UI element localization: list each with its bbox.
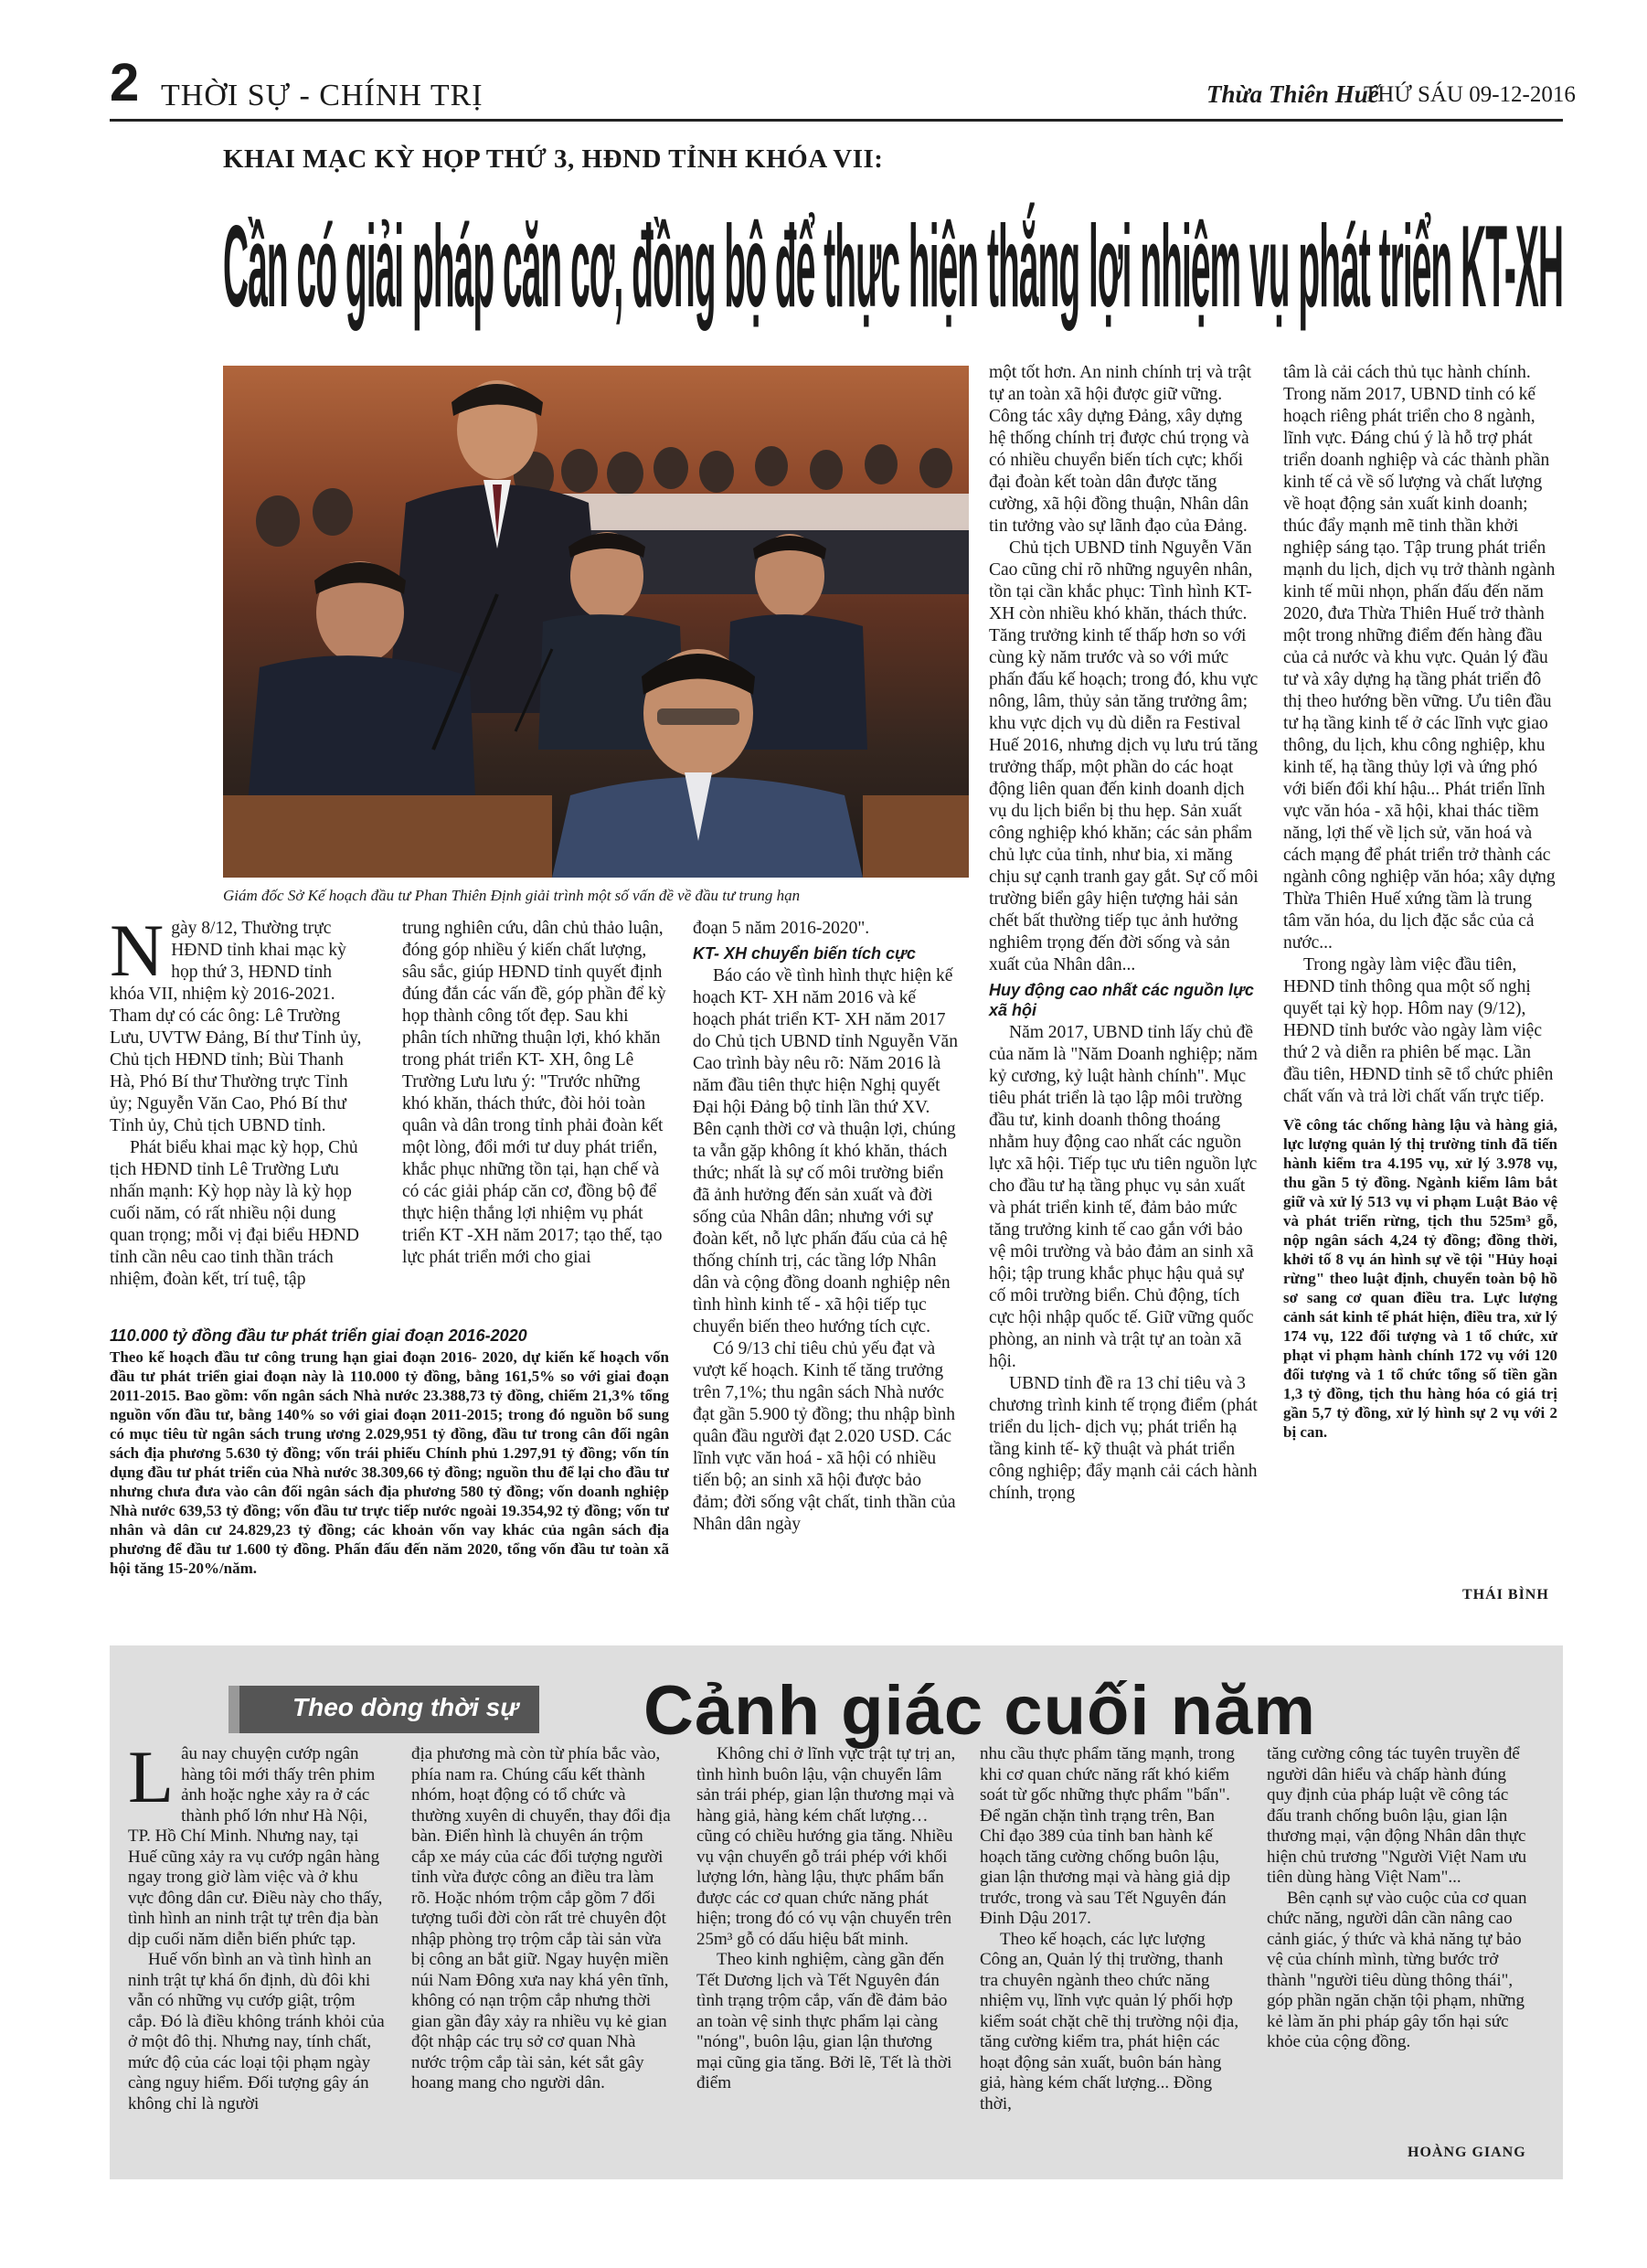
meeting-photo	[223, 366, 969, 878]
paragraph: Có 9/13 chỉ tiêu chủ yếu đạt và vượt kế hoạch. Kinh tế tăng trưởng trên 7,1%; thu ngân sách Nhà nước đạt gần 5.900 tỷ đồng; thu nhập bình quân đầu người đạt 2.020 USD. Các lĩnh vực văn hoá - xã hội có nhiều tiến bộ; an sinh xã hội được bảo đảm; đời sống vật chất, tinh thần của Nhân dân ngày	[693, 1339, 956, 1534]
paragraph: Năm 2017, UBND tỉnh lấy chủ đề của năm là "Năm Doanh nghiệp; năm kỷ cương, kỷ luật hành chính". Mục tiêu phát triển là tạo lập môi trường đầu tư, kinh doanh thông thoáng nhằm huy động cao nhất các nguồn lực xã hội. Tiếp tục ưu tiên nguồn lực cho đầu tư hạ tầng phục vụ sản xuất và phát triển kinh tế, đảm bảo mức tăng trưởng kinh tế cao gắn với bảo vệ môi trường và bảo đảm an sinh xã hội; tập trung khắc phục hậu quả sự cố môi trường biển. Chủ động, tích cực hội nhập quốc tế. Giữ vững quốc phòng, an ninh và trật tự an toàn xã hội.	[989, 1023, 1258, 1371]
paragraph: Trong ngày làm việc đầu tiên, HĐND tỉnh thông qua một số nghị quyết tại kỳ họp. Hôm nay (9/12), HĐND tỉnh bước vào ngày làm việc thứ 2 và diễn ra phiên bế mạc. Lần đầu tiên, HĐND tỉnh sẽ tổ chức phiên chất vấn và trả lời chất vấn trực tiếp.	[1283, 955, 1554, 1106]
box-title: 110.000 tỷ đồng đầu tư phát triển giai đoạn 2016-2020	[110, 1326, 527, 1345]
paragraph: nhu cầu thực phẩm tăng mạnh, trong khi cơ quan chức năng rất khó kiểm soát từ gốc những thực phẩm "bẩn". Để ngăn chặn tình trạng trên, Ban Chỉ đạo 389 của tỉnh ban hành kế hoạch tăng cường chống buôn lậu, gian lận thương mại và hàng giả dịp trước, trong và sau Tết Nguyên đán Đinh Dậu 2017.	[980, 1744, 1235, 1928]
photo-caption: Giám đốc Sở Kế hoạch đầu tư Phan Thiên Định giải trình một số vấn đề về đầu tư trung hạn	[223, 887, 801, 904]
paragraph: Huế vốn bình an và tình hình an ninh trật tự khá ổn định, dù đôi khi vẫn có những vụ cướp giật, trộm cắp. Đó là điều không tránh khỏi của ở một đô thị. Nhưng nay, tính chất, mức độ của các loại tội phạm ngày càng nguy hiểm. Đối tượng gây án không chỉ là người	[128, 1950, 385, 2114]
issue-date: THỨ SÁU 09-12-2016	[1364, 82, 1576, 107]
paragraph: Không chỉ ở lĩnh vực trật tự trị an, tình hình buôn lậu, vận chuyển lâm sản trái phép, gian lận thương mại và hàng giả, hàng kém chất lượng… cũng có chiều hướng gia tăng. Nhiều vụ vận chuyển gỗ trái phép với khối lượng lớn, hàng lậu, thực phẩm bẩn được các cơ quan chức năng phát hiện; trong đó có vụ vận chuyển trên 25m³ gỗ có dấu hiệu bất minh.	[696, 1744, 956, 1949]
column-tag-label: Theo dòng thời sự	[292, 1693, 519, 1721]
article-column-5	[1283, 362, 1557, 1442]
paragraph: Phát biểu khai mạc kỳ họp, Chủ tịch HĐND tỉnh Lê Trường Lưu nhấn mạnh: Kỳ họp này là kỳ họp cuối năm, có rất nhiều nội dung quan trọng; mỗi vị đại biểu HĐND tỉnh cần nêu cao tinh thần trách nhiệm, đoàn kết, trí tuệ, tập	[110, 1138, 359, 1289]
article-column-3	[693, 918, 958, 1536]
article-headline: Cần có giải pháp căn cơ, đồng bộ để thực hiện thắng lợi nhiệm vụ phát triển KT-XH	[223, 202, 1564, 332]
paragraph: tâm là cải cách thủ tục hành chính. Trong năm 2017, UBND tỉnh có kế hoạch riêng phát triển cho 8 ngành, lĩnh vực. Đáng chú ý là hỗ trợ phát triển doanh nghiệp và các thành phần kinh tế cả về số lượng và chất lượng về hoạt động sản xuất kinh doanh; thúc đẩy mạnh mẽ tinh thần khởi nghiệp sáng tạo. Tập trung phát triển mạnh du lịch, dịch vụ trở thành ngành kinh tế mũi nhọn, phấn đấu đến năm 2020, đưa Thừa Thiên Huế trở thành một trong những điểm đến hàng đầu của cả nước và khu vực. Quản lý đầu tư và xây dựng hạ tầng phát triển đô thị theo hướng bền vững. Ưu tiên đầu tư hạ tầng kinh tế ở các lĩnh vực giao thông, du lịch, khu công nghiệp, khu kinh tế, hạ tầng thủy lợi và ứng phó với biến đổi khí hậu... Phát triển lĩnh vực văn hóa - xã hội, khai thác tiềm năng, lợi thế về lịch sử, văn hoá và cách mạng để phát triển trở thành các ngành công nghiệp văn hóa; xây dựng Thừa Thiên Huế xứng tầm là trung tâm văn hóa, du lịch đặc sắc của cả nước...	[1283, 363, 1556, 953]
byline: HOÀNG GIANG	[1408, 2145, 1526, 2160]
paragraph: Theo kinh nghiệm, càng gần đến Tết Dương lịch và Tết Nguyên đán tình trạng trộm cắp, vấn đề đảm bảo an toàn vệ sinh thực phẩm lại càng "nóng", buôn lậu, gian lận thương mại cũng gia tăng. Bởi lẽ, Tết là thời điểm	[696, 1950, 952, 2092]
sidebar-bold-text: Về công tác chống hàng lậu và hàng giả, lực lượng quản lý thị trường tỉnh đã tiến hành kiểm tra 4.195 vụ, xử lý 3.978 vụ, thu gần 5 tỷ đồng. Ngành kiểm lâm bắt giữ và xử lý 513 vụ vi phạm Luật Bảo vệ và phát triển rừng, tịch thu 525m³ gỗ, nộp ngân sách 4,24 tỷ đồng; đồng thời, khởi tố 8 vụ án hình sự về tội "Hủy hoại rừng" theo luật định, chuyển toàn bộ hồ sơ sang cơ quan điều tra. Lực lượng cảnh sát kinh tế phát hiện, điều tra, xử lý 174 vụ, 122 đối tượng và 1 tổ chức, xử phạt vi phạm hành chính 172 vụ với 120 đối tượng và 1 tổ chức tổng số tiền gần 1,3 tỷ đồng, tịch thu hàng hóa có giá trị gần 5,7 tỷ đồng, xử lý hình sự 2 vụ với 2 bị can.	[1283, 1116, 1557, 1441]
paragraph: gày 8/12, Thường trực HĐND tỉnh khai mạc kỳ họp thứ 3, HĐND tỉnh khóa VII, nhiệm kỳ 2016-2021. Tham dự có các ông: Lê Trường Lưu, UVTW Đảng, Bí thư Tỉnh ủy, Chủ tịch HĐND tỉnh; Bùi Thanh Hà, Phó Bí thư Thường trực Tỉnh ủy; Nguyễn Văn Cao, Phó Bí thư Tỉnh ủy, Chủ tịch UBND tỉnh.	[110, 919, 362, 1135]
header-rule	[110, 119, 1563, 122]
drop-cap: N	[110, 909, 165, 992]
subheading: Huy động cao nhất các nguồn lực xã hội	[989, 981, 1254, 1019]
column-text-1	[128, 1735, 388, 2114]
column-text-5	[1267, 1744, 1532, 2053]
paragraph: đoạn 5 năm 2016-2020".	[693, 919, 870, 938]
paragraph: Theo kế hoạch, các lực lượng Công an, Quản lý thị trường, thanh tra chuyên ngành theo chức năng nhiệm vụ, lĩnh vực quản lý phối hợp kiểm soát chặt chẽ thị trường nội địa, tăng cường kiểm tra, phát hiện các hoạt động sản xuất, buôn bán hàng giả, hàng kém chất lượng... Đồng thời,	[980, 1929, 1239, 2114]
article-column-2	[402, 918, 667, 1269]
column-text-2	[411, 1744, 671, 2094]
box-text: Theo kế hoạch đầu tư công trung hạn giai đoạn 2016- 2020, dự kiến kế hoạch vốn đầu tư phát triển giai đoạn này là 110.000 tỷ đồng, bằng 161,5% so với giai đoạn 2011-2015. Bao gồm: vốn ngân sách Nhà nước 23.388,73 tỷ đồng, chiếm 21,3% tổng nguồn vốn đầu tư, bằng 140% so với giai đoạn 2011-2015; trong đó nguồn bổ sung có mục tiêu từ ngân sách trung ương 2.029,951 tỷ đồng, đầu tư trong cân đối ngân sách địa phương 5.630 tỷ đồng; vốn trái phiếu Chính phủ 1.297,91 tỷ đồng; vốn tín dụng đầu tư phát triển của Nhà nước 38.309,66 tỷ đồng; nguồn thu để lại cho đầu tư nhưng chưa đưa vào cân đối ngân sách địa phương 580 tỷ đồng; vốn doanh nghiệp Nhà nước 639,53 tỷ đồng; vốn đầu tư trực tiếp nước ngoài 19.354,92 tỷ đồng; vốn tư nhân và dân cư 24.829,23 tỷ đồng; các khoản vốn vay khác của ngân sách địa phương để đầu tư 1.600 tỷ đồng. Phấn đấu đến năm 2020, tổng vốn đầu tư toàn xã hội tăng 15-20%/năm.	[110, 1348, 669, 1577]
column-title: Cảnh giác cuối năm	[643, 1672, 1316, 1750]
newspaper-name: Thừa Thiên Huế	[1206, 80, 1379, 108]
paragraph: Chủ tịch UBND tỉnh Nguyễn Văn Cao cũng chỉ rõ những nguyên nhân, tồn tại cần khắc phục: Tình hình KT- XH còn nhiều khó khăn, thách thức. Tăng trưởng kinh tế thấp hơn so với cùng kỳ năm trước và so với mức phấn đấu kế hoạch; trong đó, khu vực nông, lâm, thủy sản tăng trưởng âm; khu vực dịch vụ dù diễn ra Festival Huế 2016, nhưng dịch vụ lưu trú tăng trưởng thấp, một phần do các hoạt động liên quan đến kinh doanh dịch vụ du lịch biển bị thu hẹp. Sản xuất công nghiệp khó khăn; các sản phẩm chủ lực của tỉnh, như bia, xi măng chịu sự cạnh tranh gay gắt. Sự cố môi trường biển gây hiện tượng hải sản chết bất thường tiếp tục ảnh hưởng nghiêm trọng đến đời sống và sản xuất của Nhân dân...	[989, 538, 1259, 974]
paragraph: tăng cường công tác tuyên truyền để người dân hiểu và chấp hành đúng quy định của pháp luật về công tác đấu tranh chống buôn lậu, gian lận thương mại, vận động Nhân dân thực hiện chủ trương "Người Việt Nam ưu tiên dùng hàng Việt Nam"...	[1267, 1744, 1527, 1887]
paragraph: UBND tỉnh đề ra 13 chỉ tiêu và 3 chương trình kinh tế trọng điểm (phát triển du lịch- dịch vụ; phát triển hạ tầng kinh tế- kỹ thuật và phát triển công nghiệp; đẩy mạnh cải cách hành chính, trọng	[989, 1374, 1258, 1503]
tag-accent	[228, 1686, 239, 1733]
article-column-1	[110, 909, 370, 1291]
page-number: 2	[110, 53, 140, 112]
byline: THÁI BÌNH	[1462, 1587, 1549, 1603]
article-kicker: KHAI MẠC KỲ HỌP THỨ 3, HĐND TỈNH KHÓA VII:	[223, 144, 884, 174]
subheading: KT- XH chuyển biến tích cực	[693, 944, 916, 963]
paragraph: âu nay chuyện cướp ngân hàng tôi mới thấy trên phim ảnh hoặc nghe xảy ra ở các thành phố lớn như Hà Nội, TP. Hồ Chí Minh. Nhưng nay, tại Huế cũng xảy ra vụ cướp ngân hàng ngay trong giờ làm việc và ở khu vực đông dân cư. Điều này cho thấy, tình hình an ninh trật tự trên địa bàn dịp cuối năm diễn biến phức tạp.	[128, 1744, 383, 1949]
column-text-4	[980, 1744, 1239, 2114]
paragraph: Bên cạnh sự vào cuộc của cơ quan chức năng, người dân cần nâng cao cảnh giác, ý thức và khả năng tự bảo vệ của chính mình, từng bước trở thành "người tiêu dùng thông thái", góp phần ngăn chặn tội phạm, những kẻ làm ăn phi pháp gây tổn hại sức khỏe của cộng đồng.	[1267, 1888, 1527, 2051]
section-name: THỜI SỰ - CHÍNH TRỊ	[161, 79, 483, 112]
column-text-3	[696, 1744, 956, 2094]
paragraph: trung nghiên cứu, dân chủ thảo luận, đóng góp nhiều ý kiến chất lượng, sâu sắc, giúp HĐND tỉnh quyết định đúng đắn các vấn đề, góp phần để kỳ họp thành công tốt đẹp. Sau khi phân tích những thuận lợi, khó khăn trong phát triển KT- XH, ông Lê Trường Lưu lưu ý: "Trước những khó khăn, thách thức, đòi hỏi toàn quân và dân trong tỉnh phải đoàn kết một lòng, đổi mới tư duy phát triển, khắc phục những tồn tại, hạn chế và có các giải pháp căn cơ, đồng bộ để thực hiện thắng lợi nhiệm vụ phát triển KT -XH năm 2017; tạo thế, tạo lực phát triển mới cho giai	[402, 919, 666, 1267]
article-column-4	[989, 362, 1263, 1505]
paragraph: địa phương mà còn từ phía bắc vào, phía nam ra. Chúng cấu kết thành nhóm, hoạt động có tổ chức và thường xuyên di chuyển, thay đổi địa bàn. Điển hình là chuyên án trộm cắp xe máy của các đối tượng người tỉnh vừa được công an điều tra làm rõ. Hoặc nhóm trộm cắp gồm 7 đối tượng tuổi đời còn rất trẻ chuyên đột nhập phòng trọ trộm cắp tài sản vừa bị công an bắt giữ. Ngay huyện miền núi Nam Đông xưa nay khá yên tĩnh, không có nạn trộm cắp nhưng thời gian gần đây xảy ra nhiều vụ kẻ gian đột nhập các trụ sở cơ quan Nhà nước trộm cắp tài sản, két sắt gây hoang mang cho người dân.	[411, 1744, 671, 2092]
drop-cap: L	[128, 1735, 175, 1818]
investment-box	[110, 1322, 669, 1578]
paragraph: một tốt hơn. An ninh chính trị và trật tự an toàn xã hội được giữ vững. Công tác xây dựng Đảng, xây dựng hệ thống chính trị được chú trọng và có nhiều chuyển biến tích cực; khối đại đoàn kết toàn dân được tăng cường, xã hội đồng thuận, Nhân dân tin tưởng vào sự lãnh đạo của Đảng.	[989, 363, 1252, 536]
paragraph: Báo cáo về tình hình thực hiện kế hoạch KT- XH năm 2016 và kế hoạch phát triển KT- XH năm 2017 do Chủ tịch UBND tỉnh Nguyễn Văn Cao trình bày nêu rõ: Năm 2016 là năm đầu tiên thực hiện Nghị quyết Đại hội Đảng bộ tỉnh lần thứ XV. Bên cạnh thời cơ và thuận lợi, chúng ta vẫn gặp không ít khó khăn, thách thức; nhất là sự cố môi trường biển đã ảnh hưởng đến sản xuất và đời sống của Nhân dân; nhưng với sự đoàn kết, nỗ lực phấn đấu của cả hệ thống chính trị, các tầng lớp Nhân dân và cộng đồng doanh nghiệp nên tình hình kinh tế - xã hội tiếp tục chuyển biến theo hướng tích cực.	[693, 966, 958, 1336]
